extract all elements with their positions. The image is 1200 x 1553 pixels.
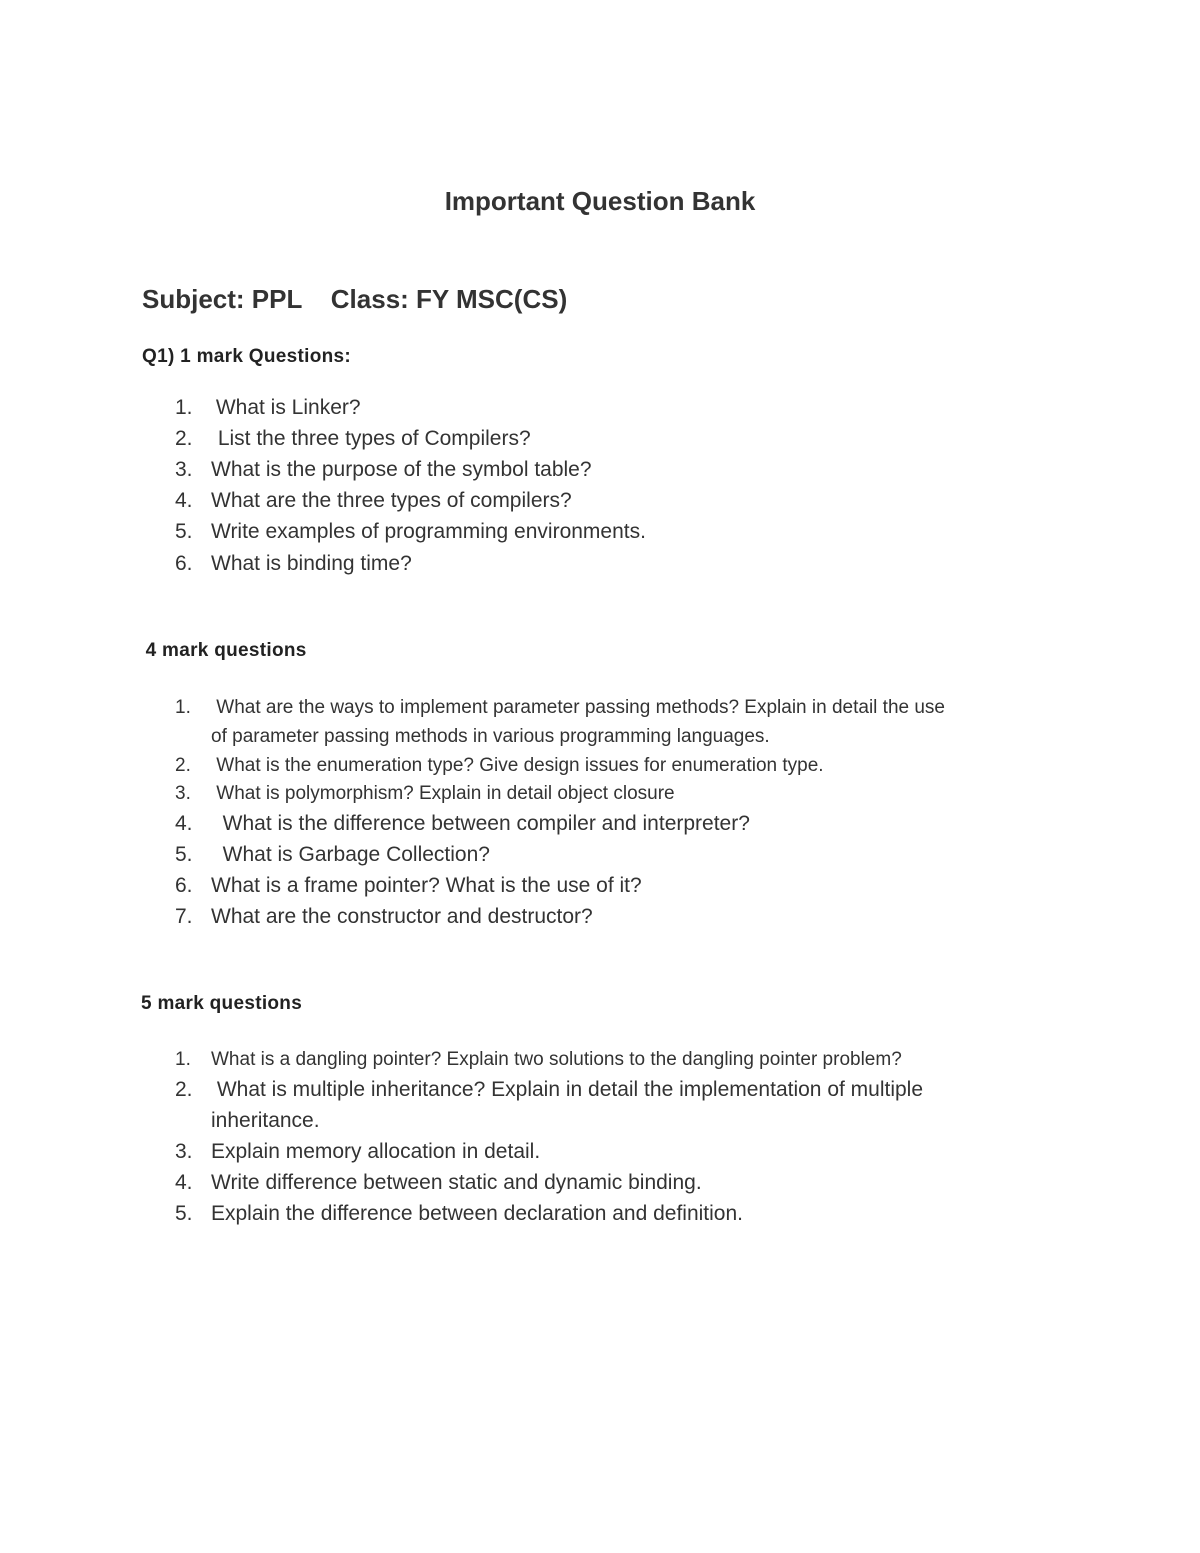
question-number: 6. [175, 874, 193, 897]
question-text: What is polymorphism? Explain in detail object closure [211, 783, 675, 804]
question-text: List the three types of Compilers? [212, 427, 531, 450]
question-text: Explain memory allocation in detail. [211, 1140, 541, 1163]
question-number: 2. [175, 427, 193, 450]
section-heading-1-mark: Q1) 1 mark Questions: [142, 346, 352, 367]
question-text-continuation: inheritance. [211, 1109, 320, 1132]
question-number: 5. [175, 1202, 193, 1225]
question-number: 1. [175, 396, 193, 419]
question-number: 7. [175, 905, 193, 928]
section-heading-5-mark: 5 mark questions [141, 993, 303, 1014]
question-text: What are the three types of compilers? [211, 489, 572, 512]
question-number: 1. [175, 697, 191, 718]
question-number: 2. [175, 755, 191, 776]
question-text: What is the purpose of the symbol table? [211, 458, 592, 481]
question-text: What is a frame pointer? What is the use of it? [211, 874, 642, 897]
question-number: 1. [175, 1049, 191, 1070]
question-number: 4. [175, 489, 193, 512]
question-text: Write examples of programming environments. [211, 520, 646, 543]
question-text: What is Garbage Collection? [211, 843, 490, 866]
question-text: What is a dangling pointer? Explain two solutions to the dangling pointer problem? [211, 1049, 902, 1070]
question-number: 2. [175, 1078, 193, 1101]
question-number: 3. [175, 458, 193, 481]
question-text: What is multiple inheritance? Explain in detail the implementation of multiple [211, 1078, 924, 1101]
question-number: 6. [175, 552, 193, 575]
question-text: Explain the difference between declaration and definition. [211, 1202, 743, 1225]
question-text: What are the constructor and destructor? [211, 905, 593, 928]
question-text: What is the enumeration type? Give design issues for enumeration type. [211, 755, 824, 776]
section-heading-4-mark: 4 mark questions [140, 640, 307, 661]
question-number: 5. [175, 843, 193, 866]
question-number: 4. [175, 812, 193, 835]
page-title: Important Question Bank [444, 186, 756, 216]
question-number: 5. [175, 520, 193, 543]
question-text: What is Linker? [210, 396, 361, 419]
question-number: 3. [175, 783, 191, 804]
question-text: Write difference between static and dynamic binding. [211, 1171, 702, 1194]
question-text: What is binding time? [211, 552, 412, 575]
question-text: What are the ways to implement parameter passing methods? Explain in detail the use [211, 697, 945, 718]
question-text-continuation: of parameter passing methods in various programming languages. [211, 726, 770, 747]
question-number: 4. [175, 1171, 193, 1194]
subject-class-line: Subject: PPL Class: FY MSC(CS) [142, 284, 568, 314]
question-number: 3. [175, 1140, 193, 1163]
question-text: What is the difference between compiler and interpreter? [211, 812, 750, 835]
